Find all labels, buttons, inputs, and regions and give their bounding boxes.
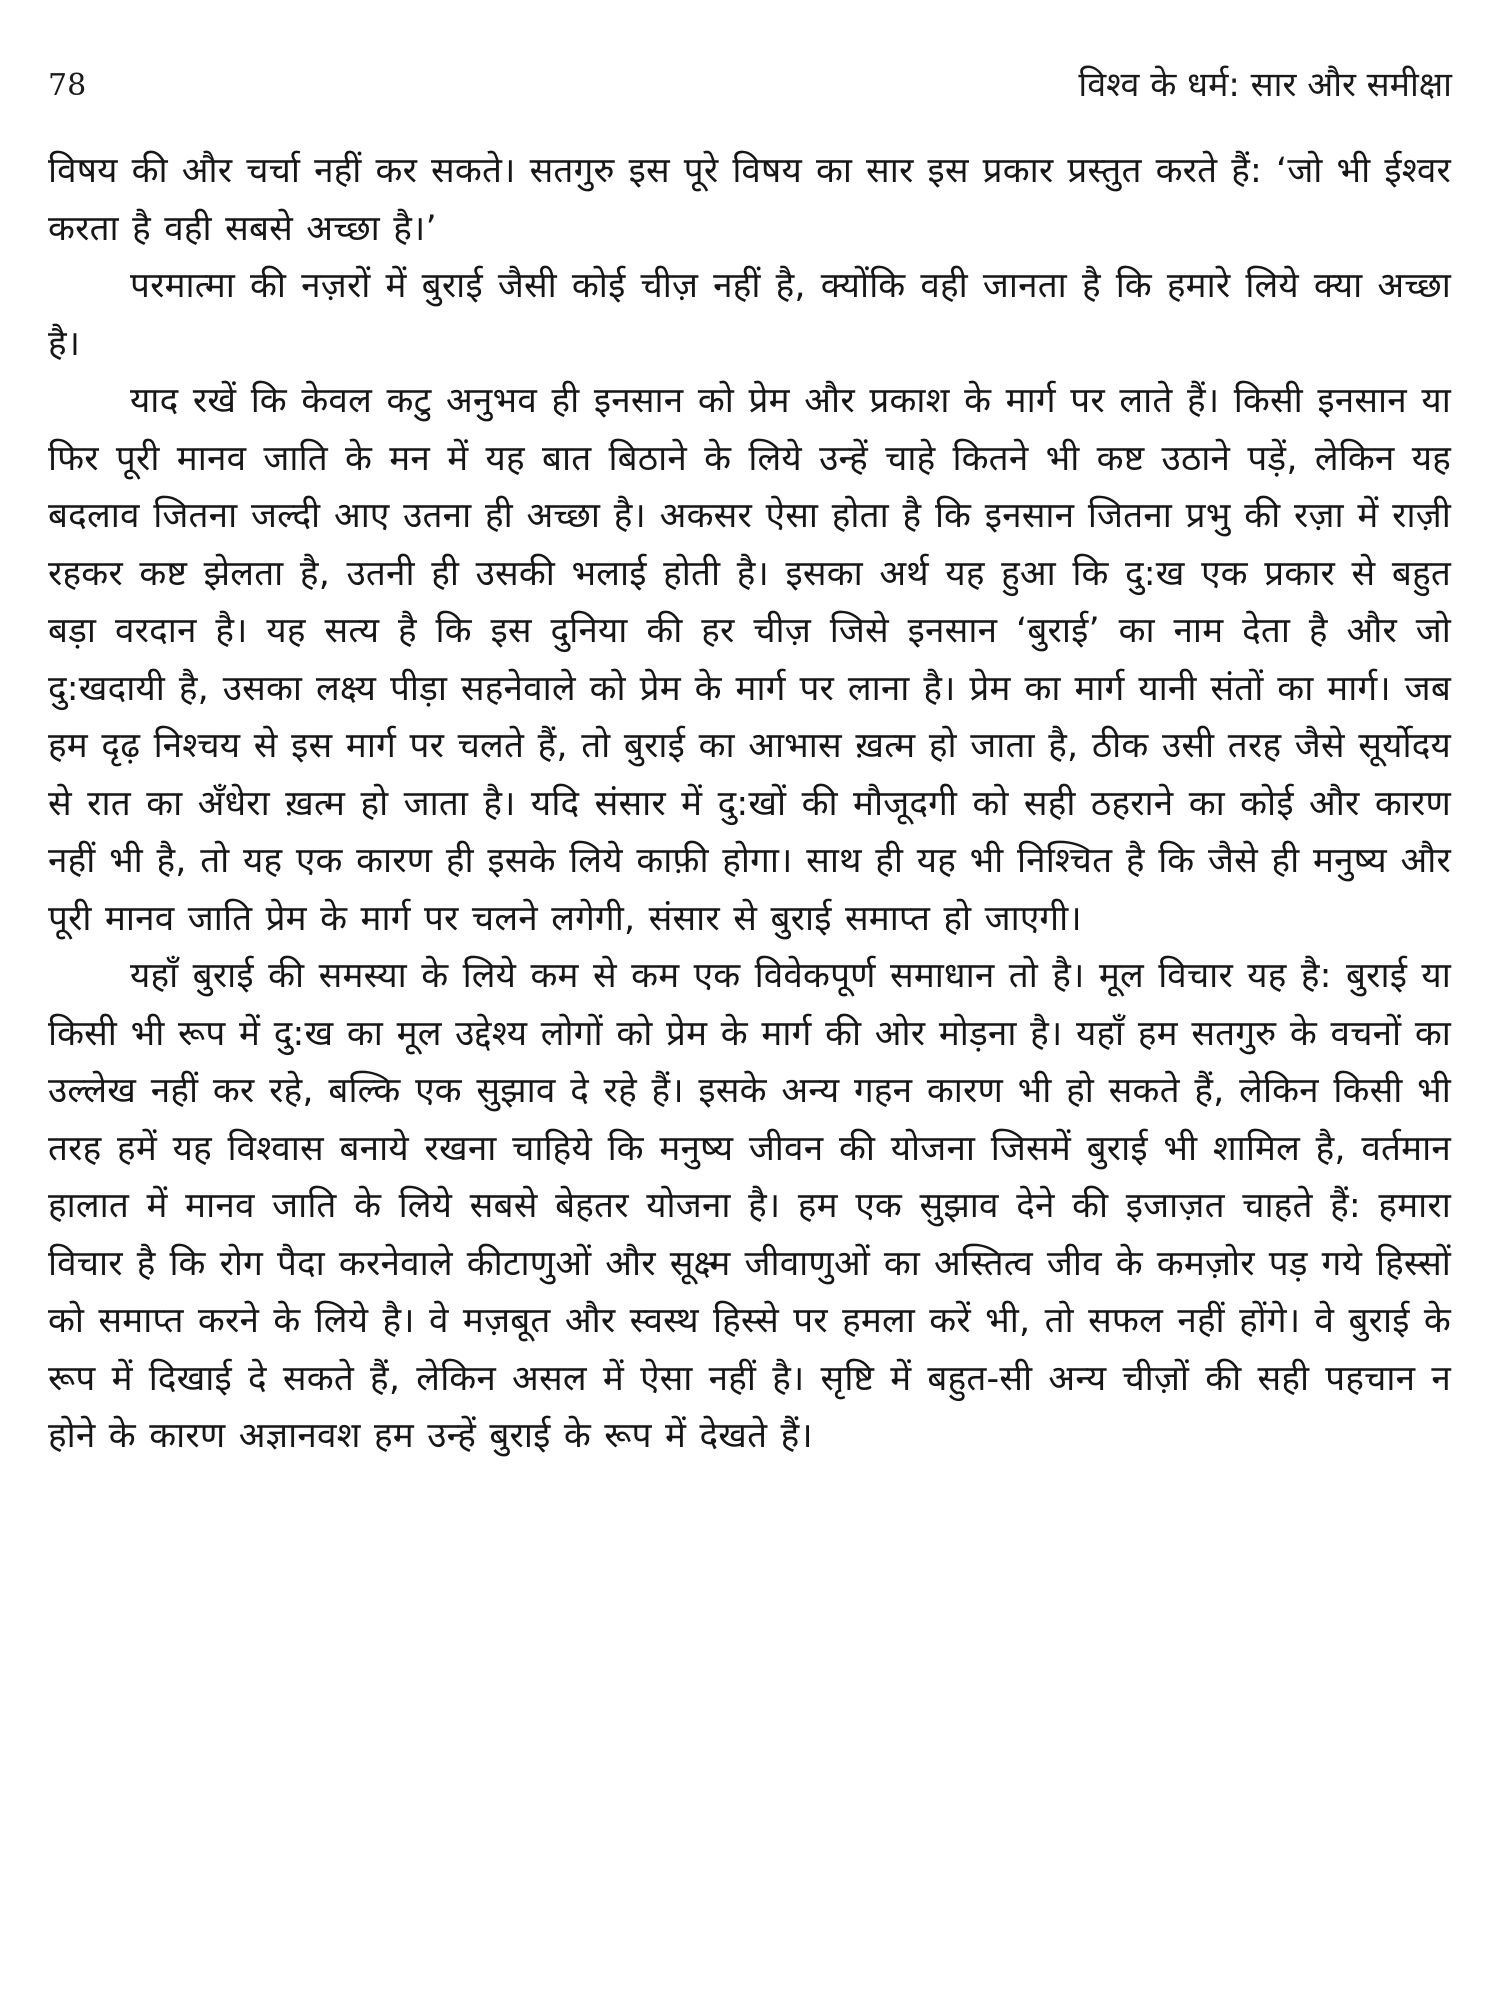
page-header bbox=[48, 58, 1452, 118]
page-number: 78 bbox=[48, 68, 87, 103]
body-text bbox=[48, 143, 1451, 1466]
paragraph-1: विषय की और चर्चा नहीं कर सकते। सतगुरु इस पूरे विषय का सार इस प्रकार प्रस्तुत करते हैं: ‘जो भी ईश्वर करता है वही सबसे अच्छा है।’ bbox=[48, 151, 1451, 249]
paragraph-2: परमात्मा की नज़रों में बुराई जैसी कोई चीज़ नहीं है, क्योंकि वही जानता है कि हमारे लिये क्या अच्छा है। bbox=[48, 266, 1451, 364]
paragraph-3: याद रखें कि केवल कटु अनुभव ही इनसान को प्रेम और प्रकाश के मार्ग पर लाते हैं। किसी इनसान या फिर पूरी मानव जाति के मन में यह बात बिठाने के लिये उन्हें चाहे कितने भी कष्ट उठाने पड़ें, लेकिन यह बदलाव जितना जल्दी आए उतना ही अच्छा है। अकसर ऐसा होता है कि इनसान जितना प्रभु की रज़ा में राज़ी रहकर कष्ट झेलता है, उतनी ही उसकी भलाई होती है। इसका अर्थ यह हुआ कि दु:ख एक प्रकार से बहुत बड़ा वरदान है। यह सत्य है कि इस दुनिया की हर चीज़ जिसे इनसान ‘बुराई’ का नाम देता है और जो दु:खदायी है, उसका लक्ष्य पीड़ा सहनेवाले को प्रेम के मार्ग पर लाना है। प्रेम का मार्ग यानी संतों का मार्ग। जब हम दृढ़ निश्चय से इस मार्ग पर चलते हैं, तो बुराई का आभास ख़त्म हो जाता है, ठीक उसी तरह जैसे सूर्योदय से रात का अँधेरा ख़त्म हो जाता है। यदि संसार में दु:खों की मौजूदगी को सही ठहराने का कोई और कारण नहीं भी है, तो यह एक कारण ही इसके लिये काफ़ी होगा। साथ ही यह भी निश्चित है कि जैसे ही मनुष्य और पूरी मानव जाति प्रेम के मार्ग पर चलने लगेगी, संसार से बुराई समाप्त हो जाएगी। bbox=[48, 381, 1451, 939]
running-title: विश्व के धर्म: सार और समीक्षा bbox=[1078, 65, 1452, 105]
paragraph-4: यहाँ बुराई की समस्या के लिये कम से कम एक विवेकपूर्ण समाधान तो है। मूल विचार यह है: बुराई या किसी भी रूप में दु:ख का मूल उद्देश्य लोगों को प्रेम के मार्ग की ओर मोड़ना है। यहाँ हम सतगुरु के वचनों का उल्लेख नहीं कर रहे, बल्कि एक सुझाव दे रहे हैं। इसके अन्य गहन कारण भी हो सकते हैं, लेकिन किसी भी तरह हमें यह विश्वास बनाये रखना चाहिये कि मनुष्य जीवन की योजना जिसमें बुराई भी शामिल है, वर्तमान हालात में मानव जाति के लिये सबसे बेहतर योजना है। हम एक सुझाव देने की इजाज़त चाहते हैं: हमारा विचार है कि रोग पैदा करनेवाले कीटाणुओं और सूक्ष्म जीवाणुओं का अस्तित्व जीव के कमज़ोर पड़ गये हिस्सों को समाप्त करने के लिये है। वे मज़बूत और स्वस्थ हिस्से पर हमला करें भी, तो सफल नहीं होंगे। वे बुराई के रूप में दिखाई दे सकते हैं, लेकिन असल में ऐसा नहीं है। सृष्टि में बहुत-सी अन्य चीज़ों की सही पहचान न होने के कारण अज्ञानवश हम उन्हें बुराई के रूप में देखते हैं। bbox=[48, 956, 1451, 1456]
